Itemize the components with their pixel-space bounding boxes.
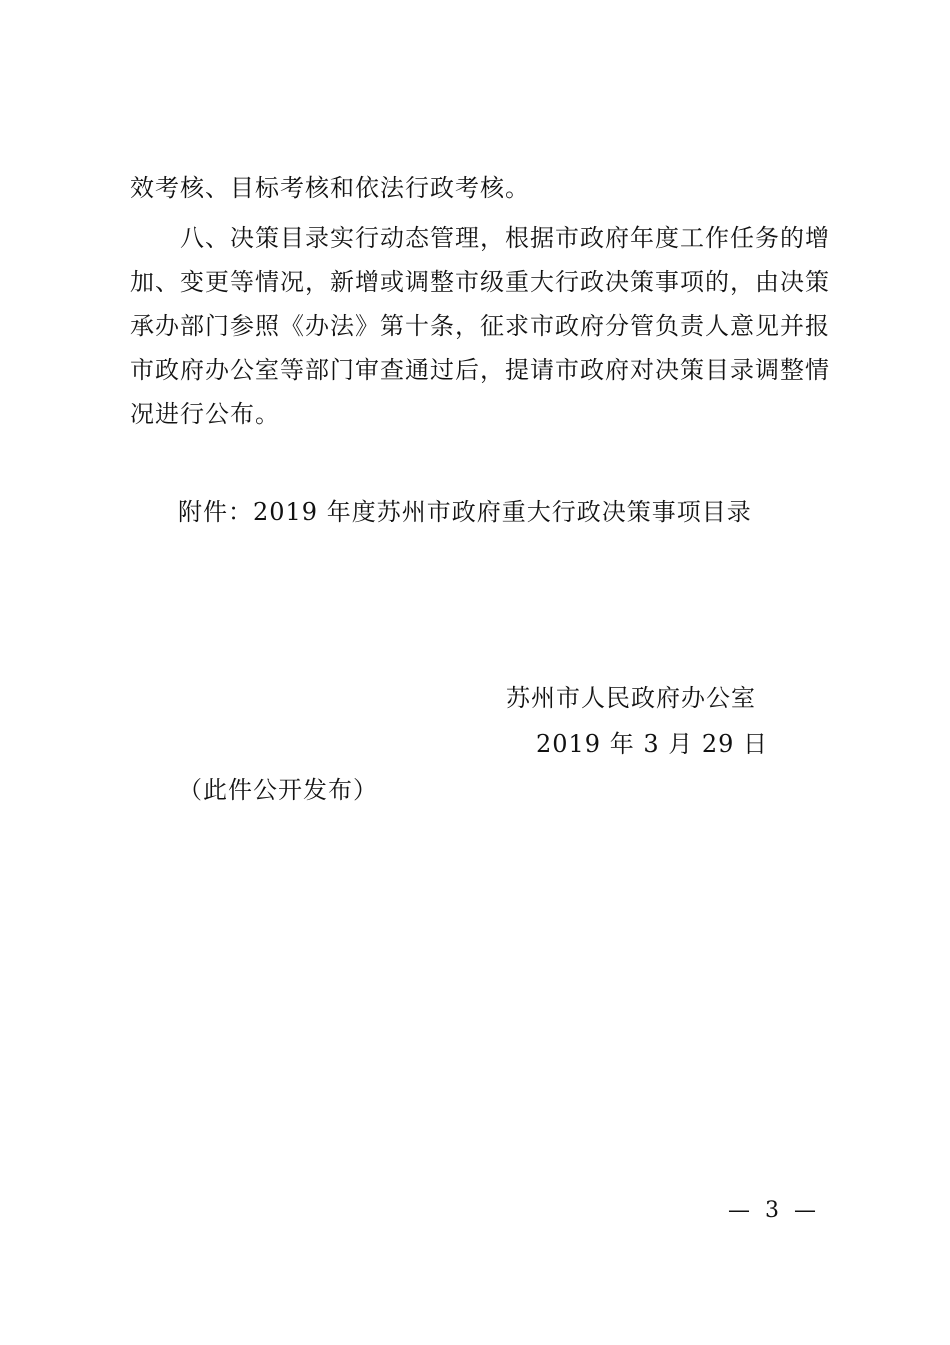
page-number: — 3 — (728, 1198, 820, 1223)
body-text-line: 效考核、目标考核和依法行政考核。 (130, 174, 530, 202)
body-text-line: 八、决策目录实行动态管理，根据市政府年度工作任务的增 (130, 224, 830, 252)
attachment-line: 附件：2019 年度苏州市政府重大行政决策事项目录 (178, 498, 752, 526)
disclosure-note: （此件公开发布） (178, 776, 378, 804)
issuer-signature: 苏州市人民政府办公室 (506, 684, 756, 712)
issue-date: 2019 年 3 月 29 日 (536, 730, 769, 758)
body-text-line: 承办部门参照《办法》第十条，征求市政府分管负责人意见并报 (130, 312, 830, 340)
body-text-line: 加、变更等情况，新增或调整市级重大行政决策事项的，由决策 (130, 268, 830, 296)
body-text-line: 况进行公布。 (130, 400, 280, 428)
body-text-line: 市政府办公室等部门审查通过后，提请市政府对决策目录调整情 (130, 356, 830, 384)
